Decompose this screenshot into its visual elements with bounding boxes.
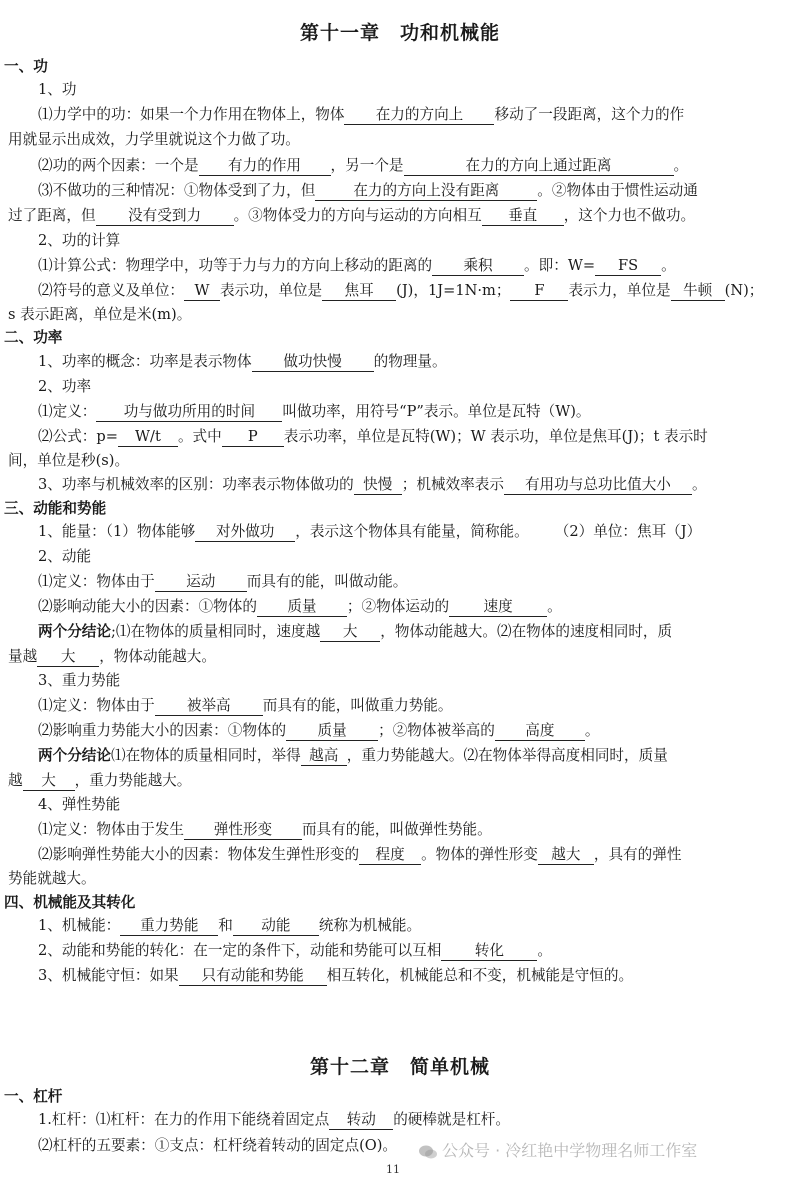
text-run: 而具有的能，叫做弹性势能。 xyxy=(301,821,492,838)
paragraph xyxy=(38,622,672,644)
text-run: 越 xyxy=(8,772,23,789)
page-number: 11 xyxy=(386,1163,400,1176)
text-run: ⑵影响重力势能大小的因素：①物体的 xyxy=(38,722,287,739)
section-heading-mechanical-energy: 四、机械能及其转化 xyxy=(4,894,136,911)
text-run: 3、功率与机械效率的区别：功率表示物体做功的 xyxy=(38,476,354,493)
subheading-work: 1、功 xyxy=(38,81,77,98)
text-run: 和 xyxy=(218,917,233,934)
paragraph: 间，单位是秒(s)。 xyxy=(8,452,130,469)
text-run: (J)，1J=1N·m； xyxy=(396,282,511,299)
answer-blank: 做功快慢 xyxy=(252,353,374,372)
text-run: 的物理量。 xyxy=(373,353,447,370)
text-run: 1、功率的概念：功率是表示物体 xyxy=(38,353,252,370)
answer-blank: FS xyxy=(595,257,661,276)
answer-blank: 弹性形变 xyxy=(184,821,302,840)
paragraph xyxy=(38,181,698,203)
answer-blank: 焦耳 xyxy=(322,282,396,301)
subheading-work-calc: 2、功的计算 xyxy=(38,232,121,249)
text-run: 而具有的能，叫做动能。 xyxy=(246,573,408,590)
answer-blank: 大 xyxy=(320,623,380,642)
answer-blank: 牛顿 xyxy=(671,282,725,301)
answer-blank: 速度 xyxy=(449,598,547,617)
text-run: ，这个力也不做功。 xyxy=(563,207,696,224)
chapter-11-title: 第十一章 功和机械能 xyxy=(299,22,500,44)
text-run: ⑵公式：p= xyxy=(38,428,118,445)
text-run: 量越 xyxy=(8,648,38,665)
paragraph xyxy=(38,696,453,718)
answer-blank: W xyxy=(184,282,220,301)
text-run: ⑵符号的意义及单位： xyxy=(38,282,184,299)
text-run: 。③物体受力的方向与运动的方向相互 xyxy=(233,207,482,224)
text-run: ，表示这个物体具有能量，简称能。 xyxy=(295,523,529,540)
watermark: 公众号 · 冷红艳中学物理名师工作室 xyxy=(418,1138,697,1161)
text-run: ⑶不做功的三种情况：①物体受到了力，但 xyxy=(38,182,316,199)
paragraph xyxy=(8,771,191,793)
text-run: ⑴定义： xyxy=(38,403,97,420)
text-run: 1、能量：（1）物体能够 xyxy=(38,523,196,540)
section-heading-lever: 一、杠杆 xyxy=(4,1088,63,1105)
text-run: ;⑴在物体的质量相同时，速度越 xyxy=(110,623,321,640)
bold-label: 两个分结论 xyxy=(38,747,111,764)
paragraph xyxy=(38,352,447,374)
answer-blank: 越高 xyxy=(301,747,347,766)
answer-blank: 乘积 xyxy=(432,257,524,276)
text-run: 。 xyxy=(547,598,562,615)
paragraph xyxy=(38,820,492,842)
text-run: ⑴力学中的功：如果一个力作用在物体上，物体 xyxy=(38,106,345,123)
answer-blank: 越大 xyxy=(538,846,594,865)
paragraph xyxy=(38,256,676,278)
text-run: 叫做功率，用符号“P”表示。单位是瓦特（W)。 xyxy=(282,403,591,420)
text-run: 表示功率，单位是瓦特(W)；W 表示功，单位是焦耳(J)；t 表示时 xyxy=(283,428,708,445)
answer-blank: 功与做功所用的时间 xyxy=(96,403,282,422)
answer-blank: 被举高 xyxy=(155,697,263,716)
subheading-gravitational: 3、重力势能 xyxy=(38,672,121,689)
text-run: 3、机械能守恒：如果 xyxy=(38,967,179,984)
text-run: 。即：W= xyxy=(524,257,596,274)
paragraph xyxy=(38,941,552,963)
paragraph xyxy=(38,721,599,743)
answer-blank: 大 xyxy=(23,772,75,791)
paragraph xyxy=(38,1110,510,1132)
paragraph xyxy=(38,572,407,594)
text-run: 移动了一段距离，这个力的作 xyxy=(494,106,685,123)
answer-blank: 对外做功 xyxy=(195,523,295,542)
paragraph xyxy=(8,647,216,669)
text-run: （2）单位：焦耳（J） xyxy=(554,523,702,540)
paragraph xyxy=(38,427,708,449)
answer-blank: P xyxy=(222,428,284,447)
section-heading-energy: 三、动能和势能 xyxy=(4,500,107,517)
paragraph: 用就显示出成效，力学里就说这个力做了功。 xyxy=(8,131,300,148)
answer-blank: 程度 xyxy=(359,846,421,865)
paragraph xyxy=(8,206,695,228)
subheading-kinetic: 2、动能 xyxy=(38,548,92,565)
answer-blank: W/t xyxy=(118,428,178,447)
answer-blank: 质量 xyxy=(286,722,378,741)
answer-blank: 有用功与总功比值大小 xyxy=(504,476,692,495)
answer-blank: 运动 xyxy=(155,573,247,592)
answer-blank: F xyxy=(510,282,568,301)
text-run: 。 xyxy=(661,257,676,274)
text-run: 的硬棒就是杠杆。 xyxy=(393,1111,510,1128)
text-run: ；②物体被举高的 xyxy=(378,722,495,739)
text-run: 过了距离，但 xyxy=(8,207,96,224)
text-run: ，重力势能越大。⑵在物体举得高度相同时，质量 xyxy=(346,747,668,764)
text-run: ⑴在物体的质量相同时，举得 xyxy=(110,747,301,764)
answer-blank: 在力的方向上 xyxy=(344,106,494,125)
text-run: 统称为机械能。 xyxy=(318,917,422,934)
subheading-elastic: 4、弹性势能 xyxy=(38,796,121,813)
text-run: ；②物体运动的 xyxy=(346,598,450,615)
paragraph xyxy=(38,105,684,127)
text-run: 。式中 xyxy=(177,428,222,445)
answer-blank: 快慢 xyxy=(354,476,402,495)
bold-label: 两个分结论 xyxy=(38,623,111,640)
paragraph xyxy=(38,156,688,178)
paragraph xyxy=(38,281,763,303)
text-run: 而具有的能，叫做重力势能。 xyxy=(262,697,453,714)
text-run: ，物体动能越大。⑵在物体的速度相同时，质 xyxy=(380,623,673,640)
text-run: 。 xyxy=(537,942,552,959)
answer-blank: 质量 xyxy=(257,598,347,617)
answer-blank: 转动 xyxy=(329,1111,393,1130)
paragraph xyxy=(38,402,591,424)
section-heading-work: 一、功 xyxy=(4,58,48,75)
text-run: 表示功，单位是 xyxy=(219,282,323,299)
text-run: ⑴定义：物体由于 xyxy=(38,697,155,714)
text-run: ，具有的弹性 xyxy=(593,846,682,863)
paragraph: s 表示距离，单位是米(m)。 xyxy=(8,306,192,323)
text-run: 2、动能和势能的转化：在一定的条件下，动能和势能可以互相 xyxy=(38,942,442,959)
subheading-power: 2、功率 xyxy=(38,378,92,395)
answer-blank: 重力势能 xyxy=(120,917,218,936)
text-run: ⑵影响动能大小的因素：①物体的 xyxy=(38,598,257,615)
text-run: 。 xyxy=(691,476,707,493)
wechat-icon xyxy=(418,1144,438,1160)
text-run: ，另一个是 xyxy=(330,157,404,174)
text-run: ，物体动能越大。 xyxy=(99,648,216,665)
answer-blank: 只有动能和势能 xyxy=(179,967,327,986)
text-run: (N)； xyxy=(724,282,764,299)
text-run: ，重力势能越大。 xyxy=(74,772,192,789)
answer-blank: 转化 xyxy=(441,942,537,961)
text-run: ⑴定义：物体由于 xyxy=(38,573,155,590)
answer-blank: 在力的方向上没有距离 xyxy=(315,182,537,201)
paragraph xyxy=(38,597,562,619)
text-run: 相互转化，机械能总和不变，机械能是守恒的。 xyxy=(326,967,634,984)
answer-blank: 没有受到力 xyxy=(96,207,234,226)
text-run: ；机械效率表示 xyxy=(401,476,504,493)
text-run: 。 xyxy=(584,722,600,739)
answer-blank: 高度 xyxy=(495,722,585,741)
text-run: 表示力，单位是 xyxy=(568,282,671,299)
paragraph xyxy=(38,845,681,867)
paragraph xyxy=(38,475,707,497)
answer-blank: 垂直 xyxy=(482,207,564,226)
answer-blank: 动能 xyxy=(233,917,319,936)
answer-blank: 在力的方向上通过距离 xyxy=(404,157,674,176)
text-run: 1.杠杆：⑴杠杆：在力的作用下能绕着固定点 xyxy=(38,1111,330,1128)
paragraph xyxy=(38,746,668,768)
chapter-12-title: 第十二章 简单机械 xyxy=(309,1056,490,1078)
section-heading-power: 二、功率 xyxy=(4,329,63,346)
text-run: 。 xyxy=(673,157,689,174)
text-run: ⑵功的两个因素：一个是 xyxy=(38,157,199,174)
paragraph: ⑵杠杆的五要素：①支点：杠杆绕着转动的固定点(O)。 xyxy=(38,1137,398,1154)
text-run: 1、机械能： xyxy=(38,917,121,934)
paragraph xyxy=(38,522,701,544)
text-run: ⑵影响弹性势能大小的因素：物体发生弹性形变的 xyxy=(38,846,360,863)
paragraph xyxy=(38,966,633,988)
answer-blank: 大 xyxy=(37,648,99,667)
paragraph: 势能就越大。 xyxy=(8,870,96,887)
text-run: 。②物体由于惯性运动通 xyxy=(537,182,698,199)
paragraph xyxy=(38,916,421,938)
text-run: ⑴计算公式：物理学中，功等于力与力的方向上移动的距离的 xyxy=(38,257,433,274)
text-run: 。物体的弹性形变 xyxy=(421,846,538,863)
answer-blank: 有力的作用 xyxy=(199,157,331,176)
text-run: ⑴定义：物体由于发生 xyxy=(38,821,184,838)
